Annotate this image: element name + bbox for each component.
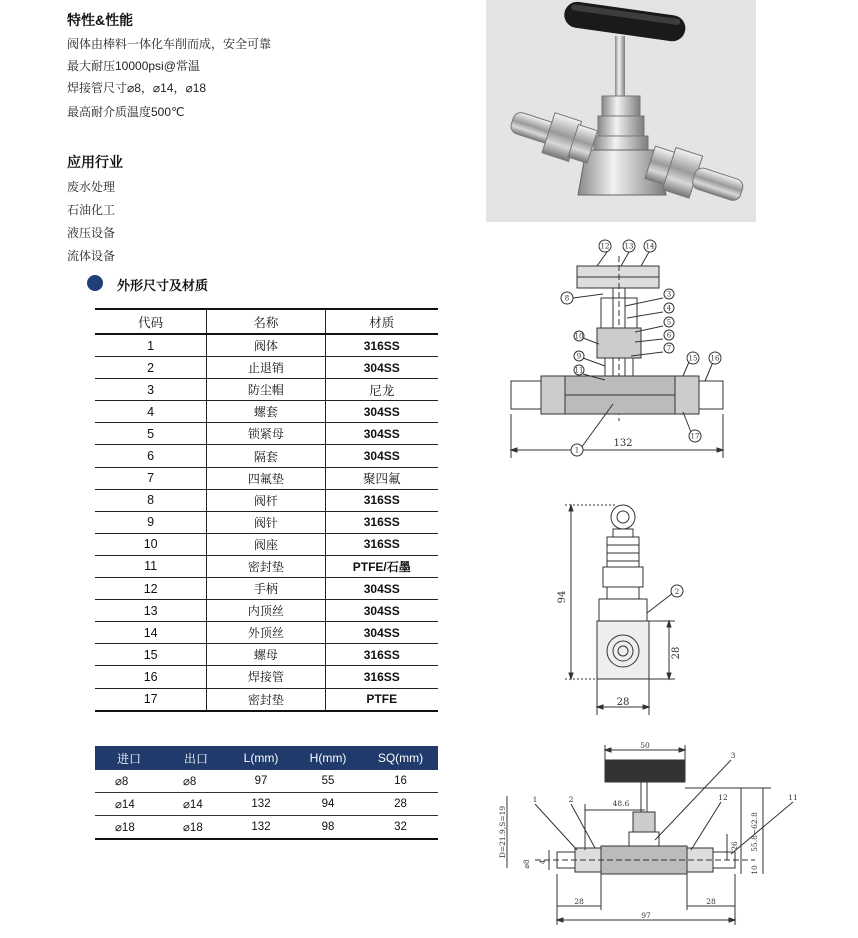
parts-header-material: 材质 [325, 309, 438, 334]
part-code: 8 [95, 489, 207, 511]
part-material: 316SS [325, 533, 438, 555]
small-valve-drawing [495, 740, 810, 935]
size-h: 55 [293, 770, 363, 793]
part-material: 316SS [325, 666, 438, 688]
needle-valve-image [486, 0, 756, 222]
size-header-outlet: 出口 [163, 746, 229, 770]
table-row [95, 533, 438, 555]
size-header-l: L(mm) [229, 746, 293, 770]
part-code: 4 [95, 401, 207, 423]
table-row [95, 334, 438, 357]
table-row [95, 816, 438, 840]
callout-label: 2 [674, 588, 680, 596]
dimension-label: 10 [750, 865, 759, 875]
part-name: 隔套 [207, 445, 325, 467]
callout-label: 13 [624, 242, 634, 251]
part-name: 手柄 [207, 578, 325, 600]
part-code: 10 [95, 533, 207, 555]
part-name: 防尘帽 [207, 379, 325, 401]
callout-label: 1 [574, 446, 580, 455]
industry-item: 流体设备 [67, 249, 116, 263]
size-h: 98 [293, 816, 363, 840]
dimension-label: 97 [641, 911, 651, 920]
parts-header-name: 名称 [207, 309, 325, 334]
part-material: 304SS [325, 423, 438, 445]
callout-label: 11 [788, 793, 798, 802]
part-code: 14 [95, 622, 207, 644]
front-section-drawing [505, 236, 733, 458]
part-name: 锁紧母 [207, 423, 325, 445]
dimension-label: D=21.9,S=19 [498, 805, 507, 859]
part-name: 内顶丝 [207, 600, 325, 622]
callout-label: 12 [718, 793, 728, 802]
dimension-label: 132 [613, 438, 633, 449]
part-code: 5 [95, 423, 207, 445]
part-name: 阀座 [207, 533, 325, 555]
callout-label: 1 [532, 795, 538, 804]
parts-table [95, 308, 438, 712]
table-row [95, 666, 438, 688]
dimension-label: 50 [640, 741, 650, 750]
part-code: 1 [95, 334, 207, 357]
part-material: 304SS [325, 600, 438, 622]
side-view-drawing [555, 495, 690, 715]
part-code: 12 [95, 578, 207, 600]
size-sq: 32 [363, 816, 438, 840]
size-inlet: ⌀14 [95, 793, 163, 816]
table-row [95, 445, 438, 467]
part-code: 2 [95, 357, 207, 379]
size-header-sq: SQ(mm) [363, 746, 438, 770]
dimension-label: 28 [671, 646, 682, 660]
part-material: PTFE/石墨 [325, 555, 438, 577]
size-inlet: ⌀8 [95, 770, 163, 793]
size-table [95, 746, 438, 840]
part-name: 阀体 [207, 334, 325, 357]
product-photo [486, 0, 756, 222]
feature-line: 阀体由棒料一体化车削而成，安全可靠 [67, 37, 272, 51]
dimension-label: 94 [557, 590, 568, 604]
part-name: 阀杆 [207, 489, 325, 511]
table-row [95, 578, 438, 600]
industries-title: 应用行业 [67, 154, 123, 170]
dimension-label: 26 [730, 841, 739, 851]
table-row [95, 467, 438, 489]
part-code: 3 [95, 379, 207, 401]
part-code: 13 [95, 600, 207, 622]
industry-item: 液压设备 [67, 226, 116, 240]
parts-header-code: 代码 [95, 309, 207, 334]
part-name: 阀针 [207, 511, 325, 533]
part-name: 外顶丝 [207, 622, 325, 644]
part-name: 止退销 [207, 357, 325, 379]
callout-label: 3 [666, 290, 672, 299]
part-name: 四氟垫 [207, 467, 325, 489]
part-code: 6 [95, 445, 207, 467]
section-bullet-icon [87, 275, 103, 291]
table-row [95, 401, 438, 423]
size-l: 132 [229, 793, 293, 816]
table-row [95, 770, 438, 793]
dimension-label: 28 [574, 897, 584, 906]
callout-label: 2 [568, 795, 574, 804]
feature-line: 最高耐介质温度500℃ [67, 105, 185, 119]
features-title: 特性&性能 [67, 12, 134, 28]
dimension-label: ⌀8 [522, 859, 531, 869]
callout-label: 3 [730, 751, 736, 760]
callout-label: 17 [690, 432, 700, 441]
part-material: 304SS [325, 622, 438, 644]
feature-line: 最大耐压10000psi@常温 [67, 59, 200, 73]
size-outlet: ⌀18 [163, 816, 229, 840]
table-row [95, 644, 438, 666]
size-inlet: ⌀18 [95, 816, 163, 840]
callout-label: 4 [666, 304, 672, 313]
part-material: 316SS [325, 511, 438, 533]
part-material: 304SS [325, 357, 438, 379]
size-sq: 28 [363, 793, 438, 816]
section-title: 外形尺寸及材质 [117, 278, 209, 293]
part-material: 304SS [325, 401, 438, 423]
size-l: 132 [229, 816, 293, 840]
table-row [95, 489, 438, 511]
callout-label: 9 [576, 352, 582, 361]
industry-item: 废水处理 [67, 180, 116, 194]
dimension-label: 28 [706, 897, 716, 906]
size-h: 94 [293, 793, 363, 816]
part-name: 螺套 [207, 401, 325, 423]
part-code: 15 [95, 644, 207, 666]
dimension-label: 4 [538, 859, 547, 865]
callout-label: 11 [574, 366, 584, 375]
table-row [95, 793, 438, 816]
callout-label: 14 [645, 242, 655, 251]
part-material: 304SS [325, 445, 438, 467]
callout-label: 6 [666, 331, 672, 340]
table-row [95, 511, 438, 533]
part-name: 密封垫 [207, 688, 325, 711]
size-outlet: ⌀8 [163, 770, 229, 793]
part-material: 尼龙 [325, 379, 438, 401]
part-material: 316SS [325, 644, 438, 666]
part-code: 7 [95, 467, 207, 489]
callout-label: 7 [666, 344, 672, 353]
table-row [95, 688, 438, 711]
size-l: 97 [229, 770, 293, 793]
size-header-inlet: 进口 [95, 746, 163, 770]
part-code: 11 [95, 555, 207, 577]
dimension-label: 28 [616, 697, 630, 708]
part-code: 16 [95, 666, 207, 688]
part-name: 密封垫 [207, 555, 325, 577]
part-material: 316SS [325, 334, 438, 357]
callout-label: 16 [710, 354, 720, 363]
callout-label: 15 [688, 354, 698, 363]
part-code: 9 [95, 511, 207, 533]
part-material: 聚四氟 [325, 467, 438, 489]
callout-label: 10 [574, 332, 584, 341]
table-row [95, 379, 438, 401]
feature-line: 焊接管尺寸⌀8，⌀14，⌀18 [67, 81, 207, 95]
part-material: 304SS [325, 578, 438, 600]
part-material: 316SS [325, 489, 438, 511]
table-row [95, 423, 438, 445]
part-code: 17 [95, 688, 207, 711]
callout-label: 12 [600, 242, 610, 251]
table-row [95, 600, 438, 622]
size-sq: 16 [363, 770, 438, 793]
part-name: 焊接管 [207, 666, 325, 688]
callout-label: 8 [564, 294, 570, 303]
part-material: PTFE [325, 688, 438, 711]
callout-label: 5 [666, 318, 672, 327]
dimension-label: 55.8~62.8 [750, 812, 759, 852]
size-header-h: H(mm) [293, 746, 363, 770]
dimension-label: 48.6 [612, 799, 630, 808]
table-row [95, 357, 438, 379]
size-outlet: ⌀14 [163, 793, 229, 816]
industry-item: 石油化工 [67, 203, 116, 217]
part-name: 螺母 [207, 644, 325, 666]
table-row [95, 555, 438, 577]
table-row [95, 622, 438, 644]
